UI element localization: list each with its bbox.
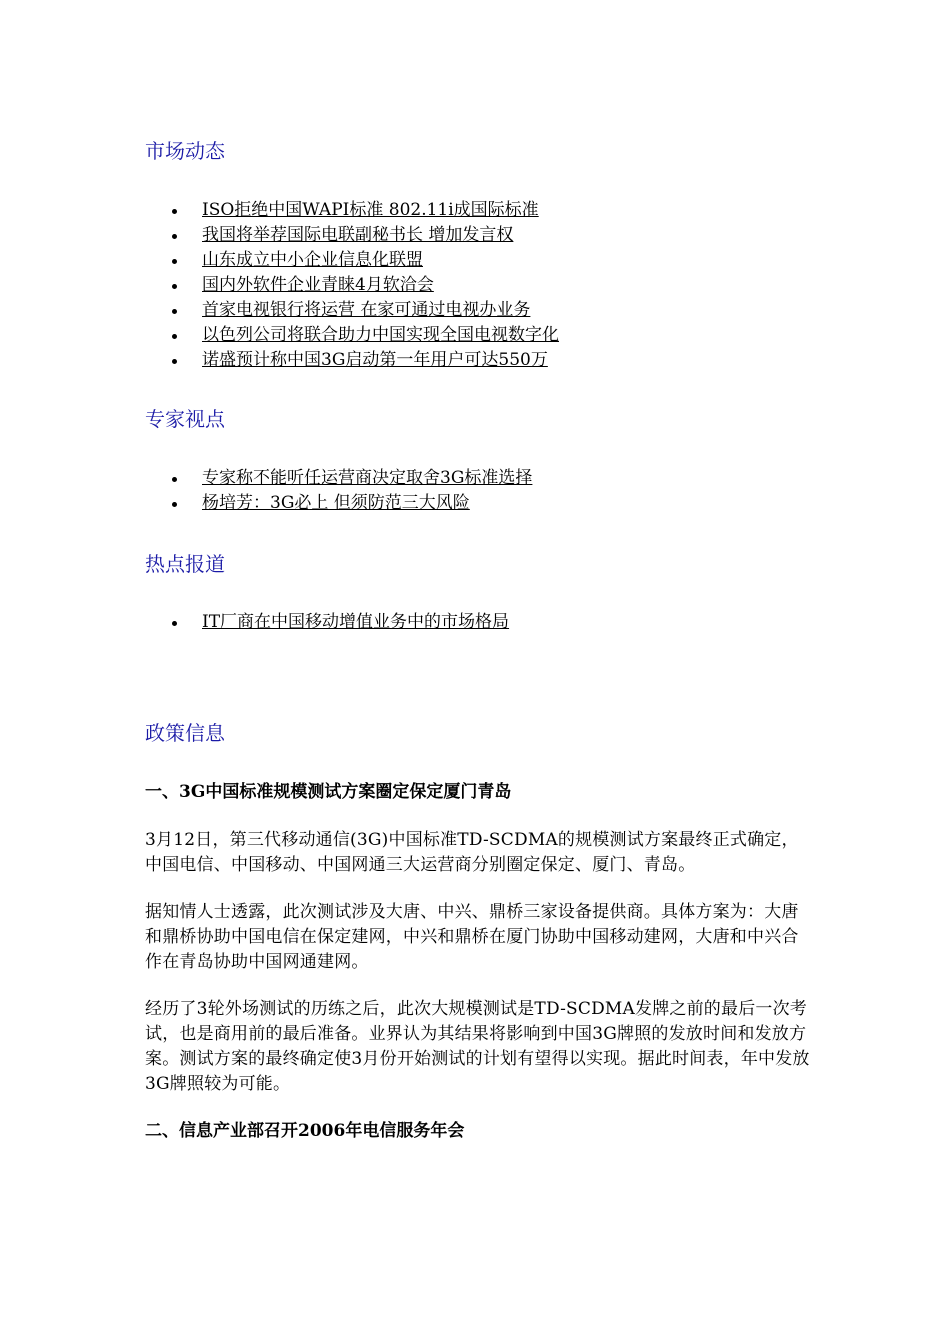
news-link[interactable]: 首家电视银行将运营 在家可通过电视办业务 xyxy=(202,300,531,320)
news-link[interactable]: 专家称不能听任运营商决定取舍3G标准选择 xyxy=(202,468,533,488)
section-title-market: 市场动态 xyxy=(145,139,225,163)
news-link[interactable]: 我国将举荐国际电联副秘书长 增加发言权 xyxy=(202,225,514,245)
news-link[interactable]: 以色列公司将联合助力中国实现全国电视数字化 xyxy=(202,325,559,345)
news-link[interactable]: ISO拒绝中国WAPI标准 802.11i成国际标准 xyxy=(202,200,539,220)
list-item xyxy=(172,466,532,491)
article-heading: 二、信息产业部召开2006年电信服务年会 xyxy=(145,1121,465,1141)
news-link[interactable]: 山东成立中小企业信息化联盟 xyxy=(202,250,423,270)
list-item xyxy=(172,273,559,298)
section-title-hot: 热点报道 xyxy=(145,552,225,576)
expert-news-list xyxy=(172,466,532,516)
hot-news-list xyxy=(172,610,509,635)
list-item xyxy=(172,223,559,248)
news-link[interactable]: IT厂商在中国移动增值业务中的市场格局 xyxy=(202,612,510,632)
article-heading: 一、3G中国标准规模测试方案圈定保定厦门青岛 xyxy=(145,782,512,802)
market-news-list xyxy=(172,198,559,373)
section-title-policy: 政策信息 xyxy=(145,721,225,745)
list-item xyxy=(172,198,559,223)
list-item xyxy=(172,348,559,373)
list-item xyxy=(172,298,559,323)
section-title-expert: 专家视点 xyxy=(145,407,225,431)
article-paragraph: 3月12日，第三代移动通信(3G)中国标准TD-SCDMA的规模测试方案最终正式确定，中国电信、中国移动、中国网通三大运营商分别圈定保定、厦门、青岛。 xyxy=(145,830,799,875)
news-link[interactable]: 国内外软件企业青睐4月软洽会 xyxy=(202,275,434,295)
list-item xyxy=(172,610,509,635)
list-item xyxy=(172,323,559,348)
article-paragraph: 据知情人士透露，此次测试涉及大唐、中兴、鼎桥三家设备提供商。具体方案为：大唐和鼎桥协助中国电信在保定建网，中兴和鼎桥在厦门协助中国移动建网，大唐和中兴合作在青岛协助中国网通建网。 xyxy=(145,902,799,972)
news-link[interactable]: 杨培芳：3G必上 但须防范三大风险 xyxy=(202,493,470,513)
news-link[interactable]: 诺盛预计称中国3G启动第一年用户可达550万 xyxy=(202,350,548,370)
list-item xyxy=(172,491,532,516)
list-item xyxy=(172,248,559,273)
article-paragraph: 经历了3轮外场测试的历练之后，此次大规模测试是TD-SCDMA发牌之前的最后一次考试，也是商用前的最后准备。业界认为其结果将影响到中国3G牌照的发放时间和发放方案。测试方案的最终确定使3月份开始测试的计划有望得以实现。据此时间表，年中发放3G牌照较为可能。 xyxy=(145,999,810,1094)
